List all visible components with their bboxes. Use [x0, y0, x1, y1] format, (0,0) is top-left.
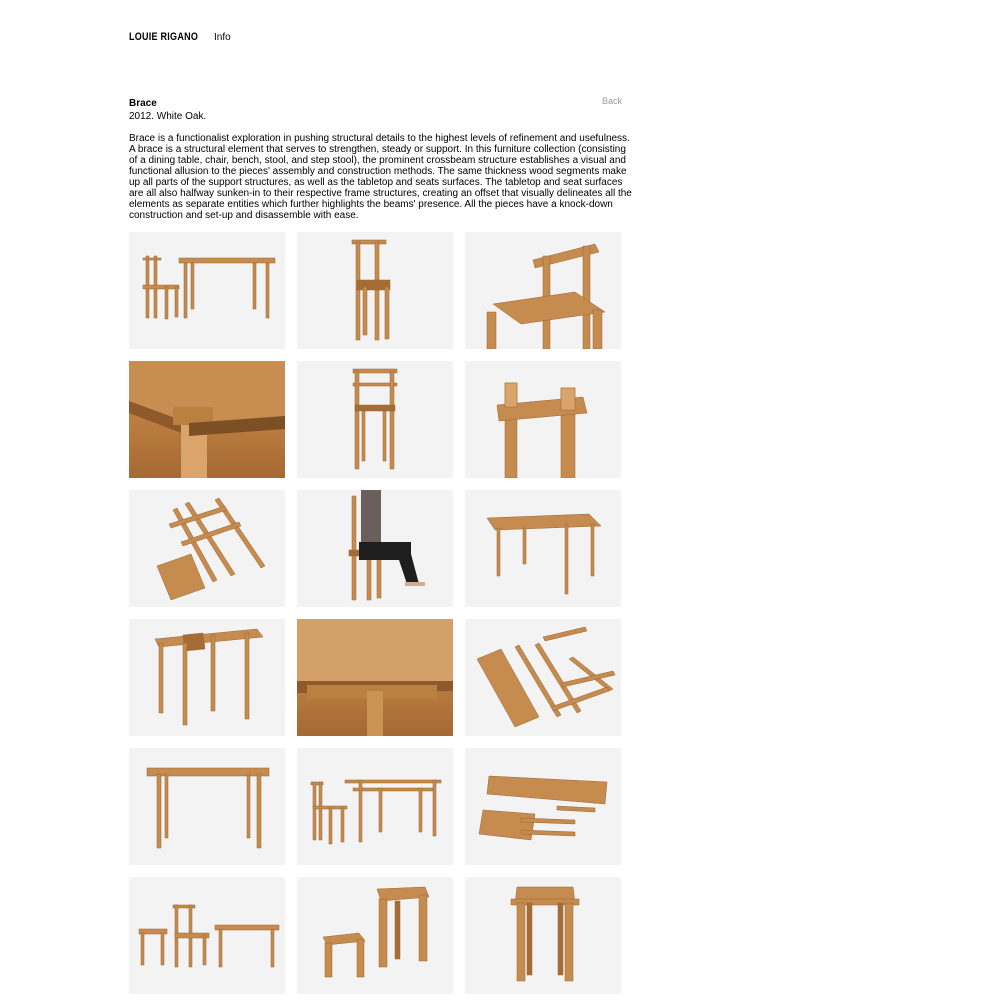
gallery-thumb-tabletop-underside-detail[interactable] [297, 619, 453, 736]
site-header [129, 30, 231, 44]
table-corner-detail-photo [129, 361, 285, 478]
image-gallery [129, 232, 621, 994]
gallery-thumb-chair-joint-detail[interactable] [465, 361, 621, 478]
gallery-thumb-table-parts-flat[interactable] [465, 748, 621, 865]
table-frame-photo [129, 619, 285, 736]
chair-back-photo [297, 361, 453, 478]
gallery-thumb-table-front[interactable] [129, 748, 285, 865]
gallery-thumb-table-disassembled[interactable] [465, 619, 621, 736]
gallery-thumb-chair-and-table-frames[interactable] [297, 748, 453, 865]
back-link[interactable]: Back [602, 96, 623, 106]
chair-disassembled-photo [129, 490, 285, 607]
table-parts-flat-photo [465, 748, 621, 865]
table-disassembled-photo [465, 619, 621, 736]
project-text [129, 98, 634, 221]
chair-detail-photo [465, 232, 621, 349]
gallery-thumb-chair-front[interactable] [297, 232, 453, 349]
gallery-thumb-chair-detail[interactable] [465, 232, 621, 349]
gallery-thumb-chair-back[interactable] [297, 361, 453, 478]
gallery-thumb-person-seated[interactable] [297, 490, 453, 607]
stools-photo [297, 877, 453, 994]
chair-joint-detail-photo [465, 361, 621, 478]
gallery-thumb-collection-group[interactable] [129, 877, 285, 994]
project-title: Brace [129, 98, 157, 109]
gallery-thumb-chair-and-table[interactable] [129, 232, 285, 349]
gallery-thumb-table[interactable] [465, 490, 621, 607]
table-photo [465, 490, 621, 607]
gallery-thumb-table-corner-detail[interactable] [129, 361, 285, 478]
stool-photo [465, 877, 621, 994]
project-description: Brace is a functionalist exploration in pushing structural details to the highest levels of refinement and usefulness. A brace is a structural element that serves to strengthen, steady or support. In this furniture collection (consisting of a dining table, chair, bench, stool, and step stool), the prominent crossbeam structure establishes a visual and functional allusion to the pieces' assembly and construction methods. The same thickness wood segments make up all parts of the support structures, as well as the tabletop and seats surfaces. The tabletop and seat surfaces are all also halfway sunken-in to their respective frame structures, creating an offset that visually delineates all the elements as separate entities which further highlights the beams' presence. All the pieces have a knock-down construction and set-up and disassemble with ease. [129, 133, 632, 221]
nav-info-link[interactable]: Info [214, 31, 231, 43]
gallery-thumb-chair-disassembled[interactable] [129, 490, 285, 607]
table-front-photo [129, 748, 285, 865]
person-seated-photo [297, 490, 453, 607]
chair-and-table-frames-photo [297, 748, 453, 865]
collection-group-photo [129, 877, 285, 994]
chair-front-photo [297, 232, 453, 349]
tabletop-underside-detail-photo [297, 619, 453, 736]
gallery-thumb-stools[interactable] [297, 877, 453, 994]
gallery-thumb-stool[interactable] [465, 877, 621, 994]
chair-and-table-photo [129, 232, 285, 349]
site-logo[interactable]: LOUIE RIGANO [129, 31, 199, 43]
gallery-thumb-table-frame[interactable] [129, 619, 285, 736]
project-subtitle: 2012. White Oak. [129, 111, 207, 122]
